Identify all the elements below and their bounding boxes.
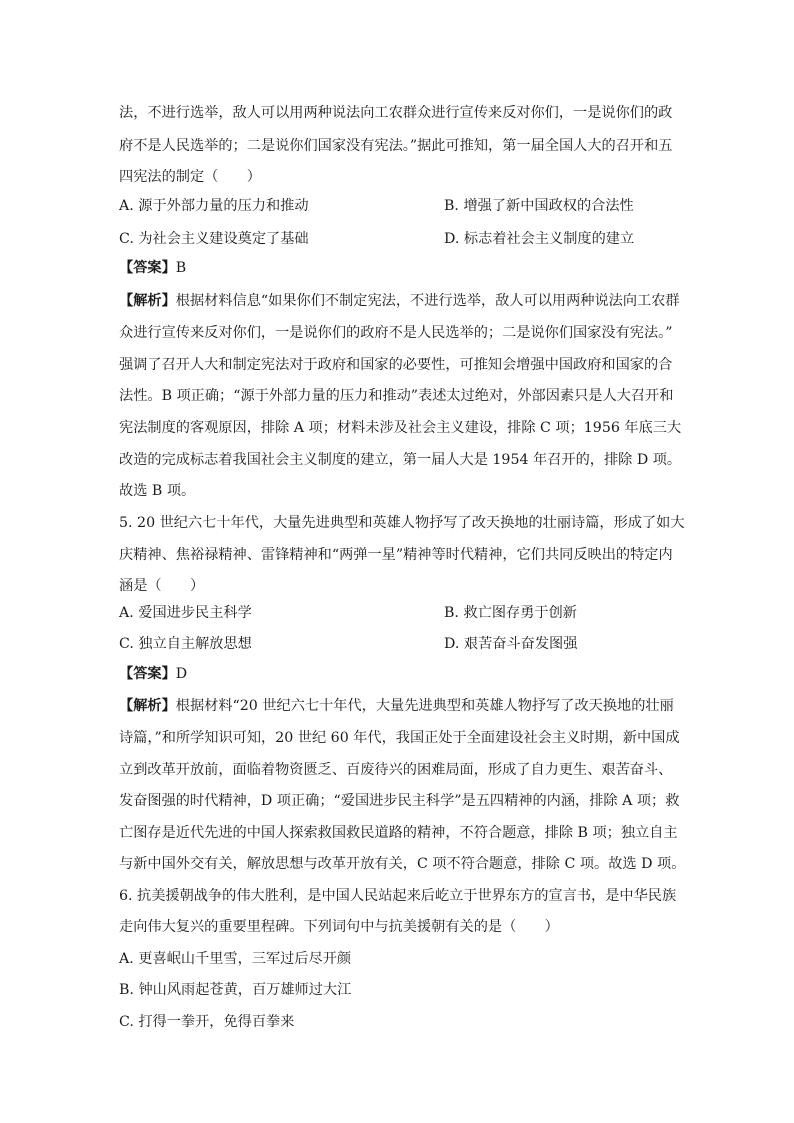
q4-option-d: D. 标志着社会主义制度的建立 bbox=[444, 231, 635, 247]
q6-stem-line-2: 走向伟大复兴的重要里程碑。下列词句中与抗美援朝有关的是（ ） bbox=[119, 919, 559, 935]
q4-option-b: B. 增强了新中国政权的合法性 bbox=[444, 198, 634, 214]
q4-analysis-line-6: 改造的完成标志着我国社会主义制度的建立，第一届人大是 1954 年召开的，排除 D 项。 bbox=[119, 452, 682, 468]
q5-analysis-line-6: 与新中国外交有关，解放思想与改革开放有关，C 项不符合题意，排除 C 项。故选 D 项。 bbox=[119, 856, 686, 872]
q5-option-b: B. 救亡图存勇于创新 bbox=[444, 605, 577, 621]
q5-analysis-line-1 bbox=[119, 696, 679, 718]
q6-option-c: C. 打得一拳开，免得百拳来 bbox=[119, 1014, 295, 1030]
q4-option-c: C. 为社会主义建设奠定了基础 bbox=[119, 231, 309, 247]
q5-analysis-line-4: 发奋图强的时代精神，D 项正确；“爱国进步民主科学”是五四精神的内涵，排除 A 项；救 bbox=[119, 793, 680, 809]
q4-analysis-line-2: 众进行宣传来反对你们，一是说你们的政府不是人民选举的；二是说你们国家没有宪法。” bbox=[119, 325, 673, 341]
q4-analysis-line-7: 故选 B 项。 bbox=[119, 483, 196, 499]
q5-option-d: D. 艰苦奋斗奋发图强 bbox=[444, 636, 578, 652]
q4-analysis-text-1: 根据材料信息“如果你们不制定宪法，不进行选举，敌人可以用两种说法向工农群 bbox=[175, 293, 680, 309]
q6-option-b: B. 钟山风雨起苍黄，百万雄师过大江 bbox=[119, 982, 352, 998]
q4-stem-line-1: 法，不进行选举，敌人可以用两种说法向工农群众进行宣传来反对你们，一是说你们的政 bbox=[119, 105, 673, 121]
q4-stem-line-3: 四宪法的制定（ ） bbox=[119, 169, 261, 185]
q5-analysis-line-3: 立到改革开放前，面临着物资匮乏、百废待兴的困难局面，形成了自力更生、艰苦奋斗、 bbox=[119, 762, 673, 778]
q5-stem-line-2: 庆精神、焦裕禄精神、雷锋精神和“两弹一星”精神等时代精神，它们共同反映出的特定内 bbox=[119, 547, 673, 563]
q4-analysis-line-4: 法性。B 项正确；“源于外部力量的压力和推动”表述太过绝对，外部因素只是人大召开和 bbox=[119, 388, 674, 404]
q5-analysis-line-2: 诗篇，”和所学知识可知，20 世纪 60 年代，我国正处于全面建设社会主义时期，新中国成 bbox=[119, 730, 680, 746]
q4-analysis-line-3: 强调了召开人大和制定宪法对于政府和国家的必要性，可推知会增强中国政府和国家的合 bbox=[119, 357, 673, 373]
q4-stem-line-2: 府不是人民选举的；二是说你们国家没有宪法。”据此可推知，第一届全国人大的召开和五 bbox=[119, 138, 673, 154]
q4-answer bbox=[119, 258, 679, 280]
q5-answer bbox=[119, 664, 679, 686]
q4-analysis-line-1 bbox=[119, 291, 679, 313]
q5-stem-line-1: 5. 20 世纪六七十年代，大量先进典型和英雄人物抒写了改天换地的壮丽诗篇，形成了如大 bbox=[119, 515, 685, 531]
q5-analysis-label: 【解析】 bbox=[119, 698, 176, 714]
q4-answer-value: B bbox=[175, 260, 187, 276]
q4-answer-label: 【答案】 bbox=[119, 260, 176, 276]
q6-stem-line-1: 6. 抗美援朝战争的伟大胜利，是中国人民站起来后屹立于世界东方的宣言书，是中华民族 bbox=[119, 888, 677, 904]
q5-answer-label: 【答案】 bbox=[119, 666, 176, 682]
q4-analysis-line-5: 宪法制度的客观原因，排除 A 项；材料未涉及社会主义建设，排除 C 项；1956 年底三大 bbox=[119, 420, 682, 436]
q5-option-a: A. 爱国进步民主科学 bbox=[119, 605, 252, 621]
q5-analysis-text-1: 根据材料“20 世纪六七十年代，大量先进典型和英雄人物抒写了改天换地的壮丽 bbox=[175, 698, 674, 714]
q4-option-a: A. 源于外部力量的压力和推动 bbox=[119, 198, 309, 214]
q6-option-a: A. 更喜岷山千里雪，三军过后尽开颜 bbox=[119, 951, 352, 967]
q4-analysis-label: 【解析】 bbox=[119, 293, 176, 309]
q5-stem-line-3: 涵是（ ） bbox=[119, 578, 205, 594]
q5-option-c: C. 独立自主解放思想 bbox=[119, 636, 252, 652]
q5-answer-value: D bbox=[175, 666, 188, 682]
q5-analysis-line-5: 亡图存是近代先进的中国人探索救国救民道路的精神，不符合题意，排除 B 项；独立自主 bbox=[119, 825, 678, 841]
